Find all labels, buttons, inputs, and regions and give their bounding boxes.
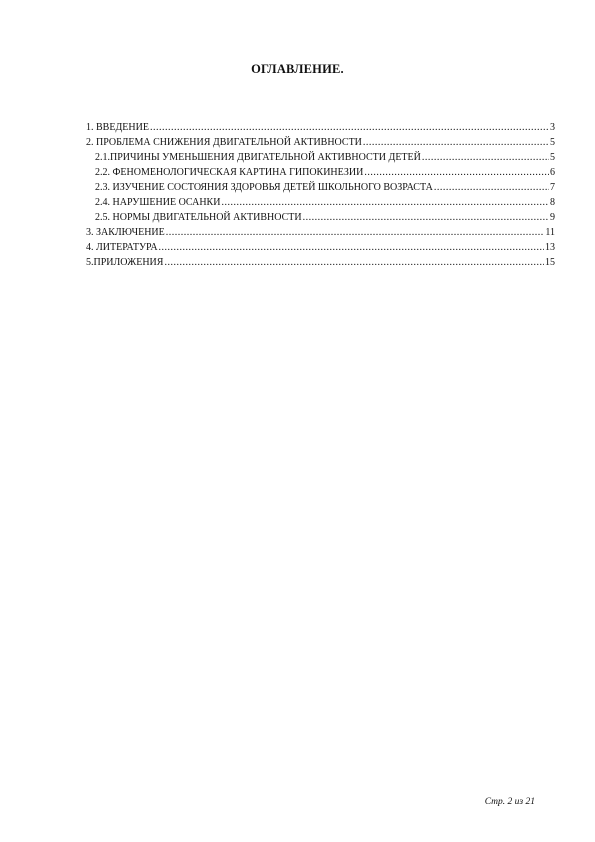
toc-entry[interactable] bbox=[86, 225, 555, 240]
toc-entry[interactable] bbox=[86, 120, 555, 135]
toc-entry[interactable] bbox=[86, 135, 555, 150]
toc-page-number: 7 bbox=[550, 182, 555, 193]
toc-entry[interactable] bbox=[86, 150, 555, 165]
toc-dot-leader bbox=[159, 240, 544, 255]
toc-dot-leader bbox=[422, 150, 549, 165]
toc-dot-leader bbox=[364, 165, 549, 180]
toc-page-number: 15 bbox=[545, 257, 555, 268]
toc-dot-leader bbox=[303, 210, 549, 225]
toc-entry[interactable] bbox=[86, 180, 555, 195]
toc-entry-label: 4. ЛИТЕРАТУРА bbox=[86, 242, 158, 253]
toc-dot-leader bbox=[150, 120, 549, 135]
toc-entry-label: 2.5. НОРМЫ ДВИГАТЕЛЬНОЙ АКТИВНОСТИ bbox=[95, 212, 302, 223]
toc-entry-label: 2. ПРОБЛЕМА СНИЖЕНИЯ ДВИГАТЕЛЬНОЙ АКТИВНОСТИ bbox=[86, 137, 362, 148]
toc-entry[interactable] bbox=[86, 165, 555, 180]
page-footer: Стр. 2 из 21 bbox=[484, 797, 535, 807]
page-title: ОГЛАВЛЕНИЕ. bbox=[251, 62, 344, 76]
toc-entry[interactable] bbox=[86, 255, 555, 270]
toc-dot-leader bbox=[221, 195, 549, 210]
toc-entry-label: 2.3. ИЗУЧЕНИЕ СОСТОЯНИЯ ЗДОРОВЬЯ ДЕТЕЙ ШКОЛЬНОГО ВОЗРАСТА bbox=[95, 182, 433, 193]
toc-page-number: 5 bbox=[550, 152, 555, 163]
toc-entry-label: 1. ВВЕДЕНИЕ bbox=[86, 122, 149, 133]
toc-entry[interactable] bbox=[86, 240, 555, 255]
toc-page-number: 9 bbox=[550, 212, 555, 223]
table-of-contents bbox=[86, 120, 555, 270]
toc-dot-leader bbox=[166, 225, 545, 240]
toc-dot-leader bbox=[363, 135, 549, 150]
toc-entry-label: 2.1.ПРИЧИНЫ УМЕНЬШЕНИЯ ДВИГАТЕЛЬНОЙ АКТИВНОСТИ ДЕТЕЙ bbox=[95, 152, 421, 163]
toc-dot-leader bbox=[434, 180, 549, 195]
toc-page-number: 8 bbox=[550, 197, 555, 208]
toc-dot-leader bbox=[164, 255, 544, 270]
toc-entry-label: 5.ПРИЛОЖЕНИЯ bbox=[86, 257, 164, 268]
toc-entry-label: 3. ЗАКЛЮЧЕНИЕ bbox=[86, 227, 165, 238]
toc-page-number: 5 bbox=[550, 137, 555, 148]
toc-entry[interactable] bbox=[86, 210, 555, 225]
toc-page-number: 11 bbox=[545, 227, 555, 238]
toc-entry[interactable] bbox=[86, 195, 555, 210]
toc-entry-label: 2.2. ФЕНОМЕНОЛОГИЧЕСКАЯ КАРТИНА ГИПОКИНЕЗИИ bbox=[95, 167, 364, 178]
toc-entry-label: 2.4. НАРУШЕНИЕ ОСАНКИ bbox=[95, 197, 221, 208]
toc-page-number: 3 bbox=[550, 122, 555, 133]
toc-page-number: 13 bbox=[545, 242, 555, 253]
toc-page-number: 6 bbox=[550, 167, 555, 178]
